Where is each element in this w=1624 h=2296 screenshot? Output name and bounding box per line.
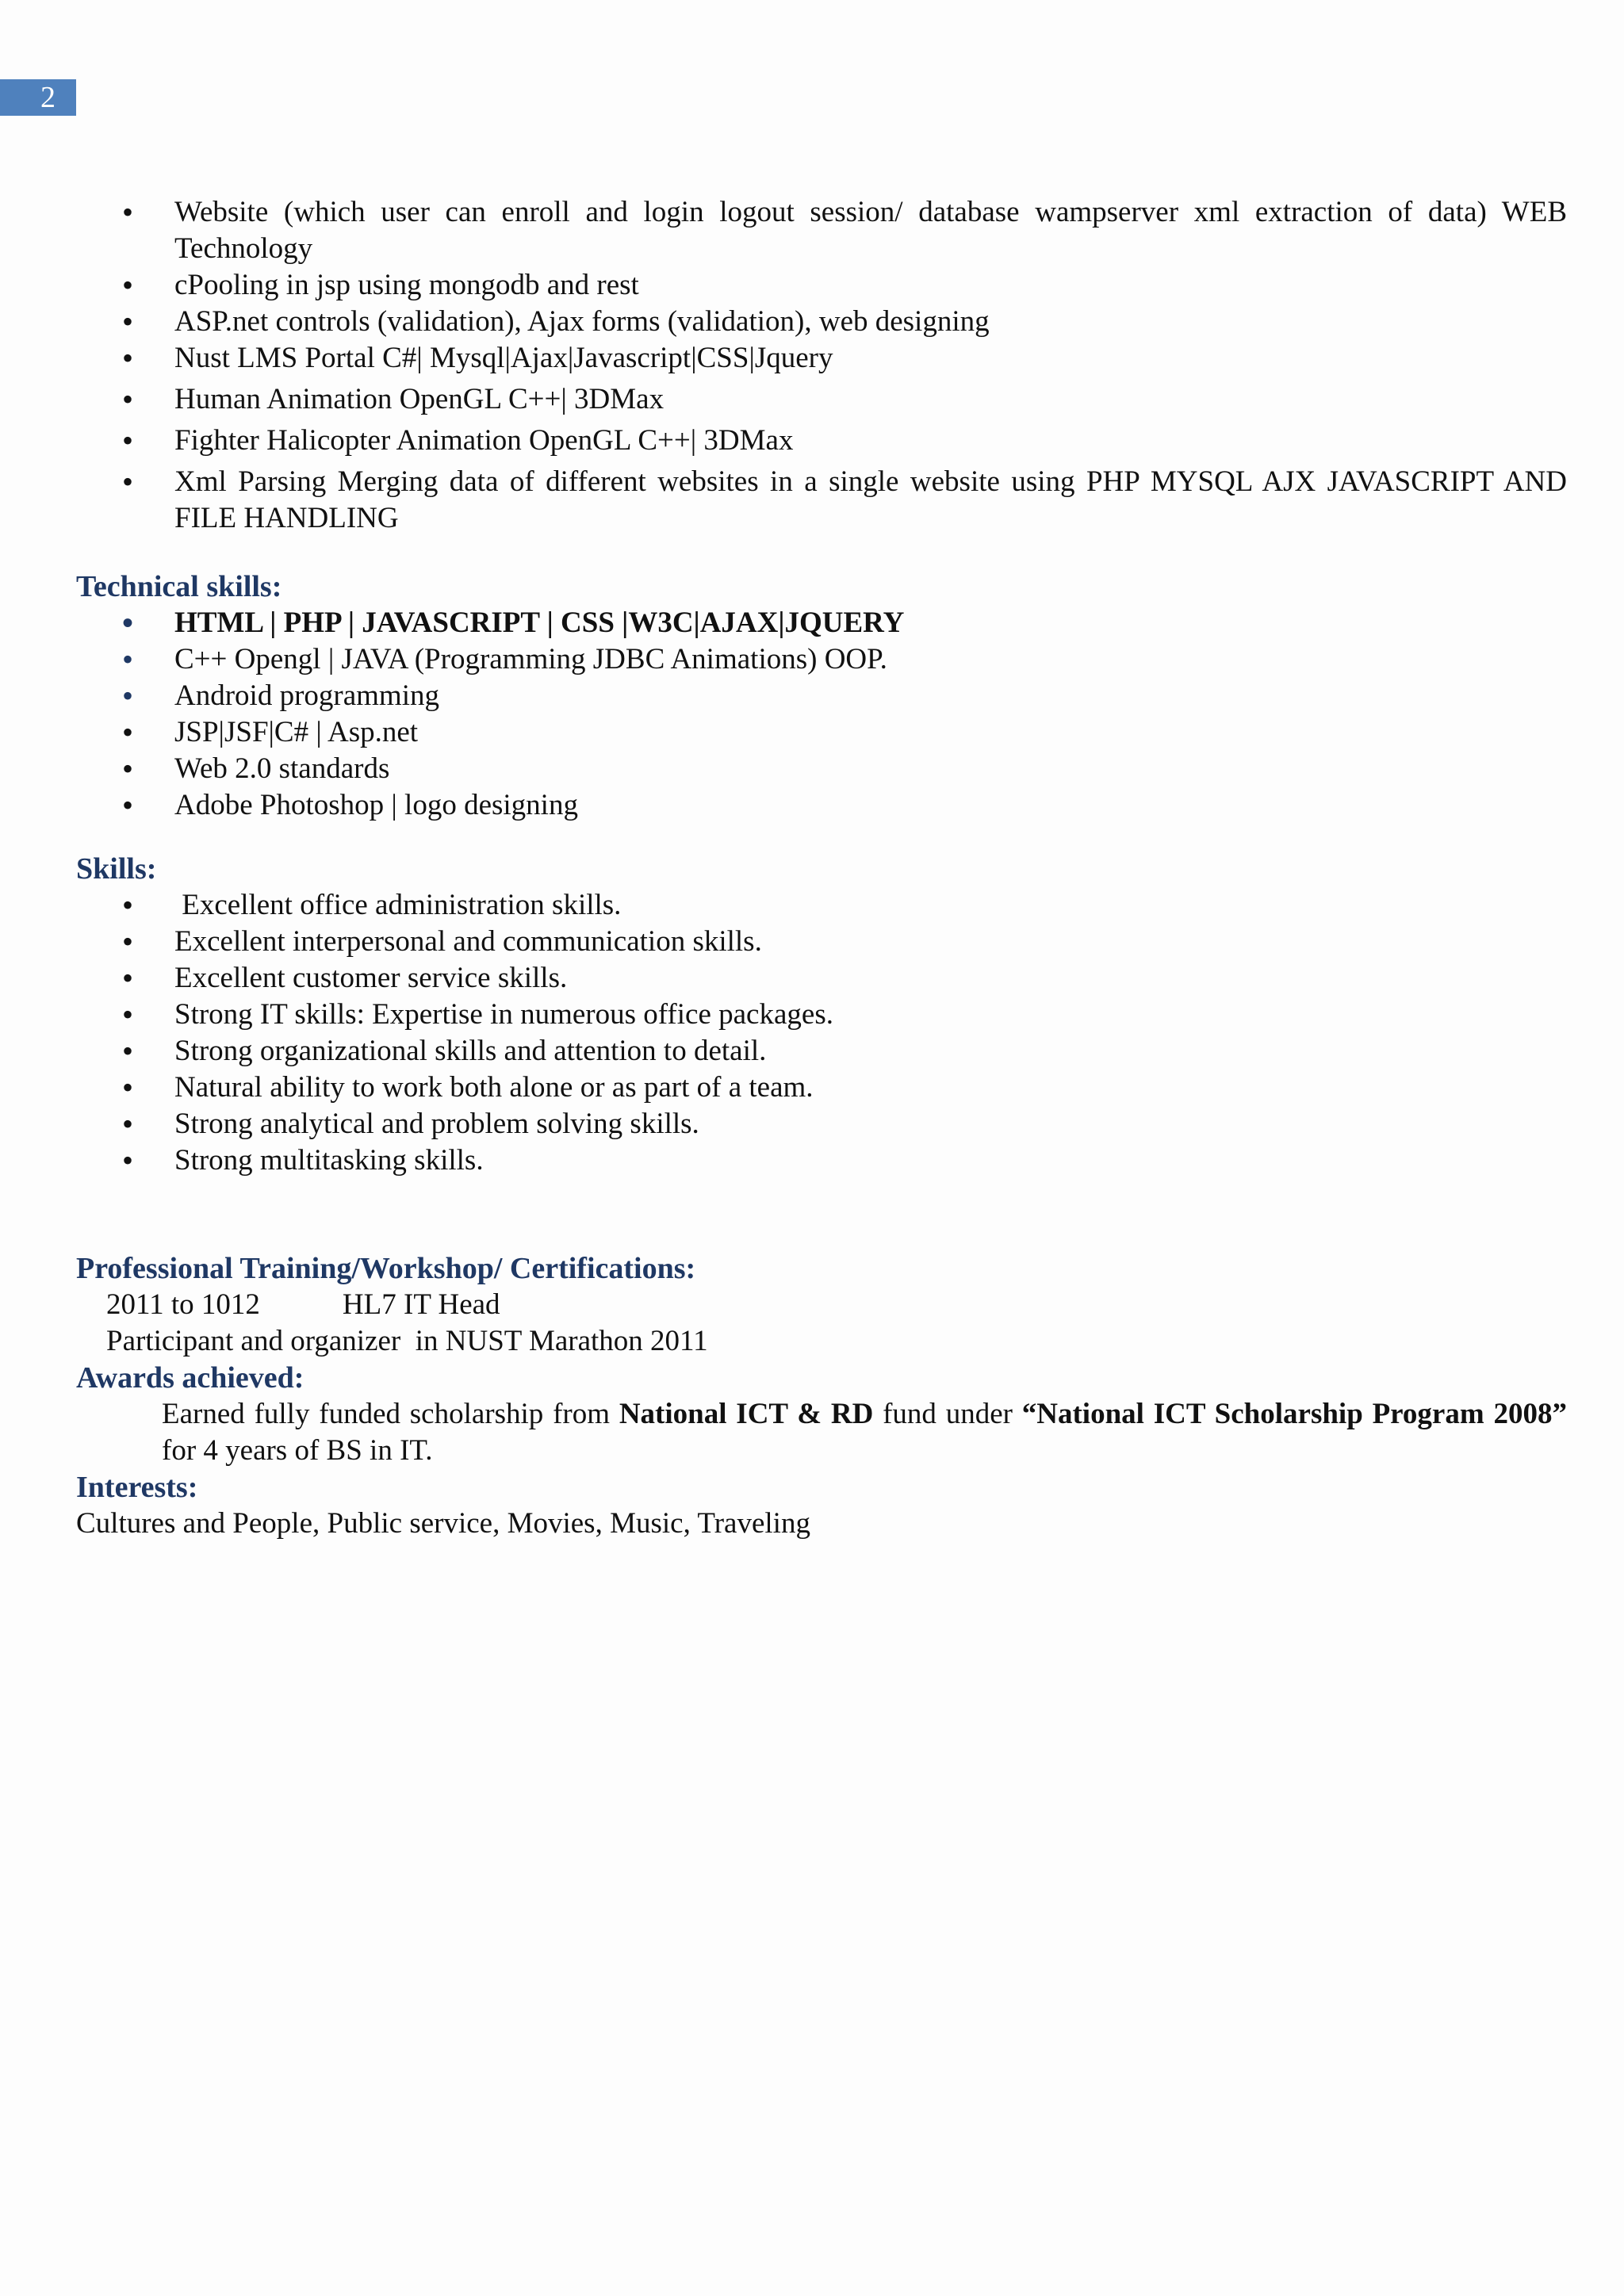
list-item: • Adobe Photoshop | logo designing	[76, 787, 1567, 824]
list-item: • Website (which user can enroll and login logout session/ database wampserver xml extraction of data) WEB Technology	[76, 194, 1567, 267]
technical-skills-heading: Technical skills:	[76, 570, 282, 603]
list-item: • Web 2.0 standards	[76, 751, 1567, 787]
list-item: • Strong organizational skills and attention to detail.	[76, 1033, 1567, 1070]
skills-list	[76, 887, 1567, 1179]
list-item: • Strong multitasking skills.	[76, 1142, 1567, 1179]
list-item: • Xml Parsing Merging data of different websites in a single website using PHP MYSQL AJX JAVASCRIPT AND FILE HANDLING	[76, 464, 1567, 537]
awards-text-part: Earned fully funded scholarship from	[162, 1398, 619, 1430]
list-item: • Natural ability to work both alone or as part of a team.	[76, 1070, 1567, 1106]
list-item: • Excellent office administration skills.	[76, 887, 1567, 924]
list-item: • C++ Opengl | JAVA (Programming JDBC Animations) OOP.	[76, 641, 1567, 678]
list-item: • cPooling in jsp using mongodb and rest	[76, 267, 1567, 304]
list-item: • Nust LMS Portal C#| Mysql|Ajax|Javascript|CSS|Jquery	[76, 340, 1567, 377]
training-period: 2011 to 1012	[106, 1288, 260, 1321]
resume-content	[76, 194, 1567, 1542]
list-item: • Android programming	[76, 678, 1567, 714]
interests-heading: Interests:	[76, 1471, 198, 1504]
list-item: • Fighter Halicopter Animation OpenGL C++| 3DMax	[76, 423, 1567, 459]
list-item: • Excellent customer service skills.	[76, 960, 1567, 997]
awards-program-name: “National ICT Scholarship Program 2008”	[1021, 1398, 1567, 1430]
training-participation: Participant and organizer in NUST Marathon 2011	[106, 1325, 708, 1357]
skills-heading: Skills:	[76, 852, 157, 886]
list-item: • Strong analytical and problem solving skills.	[76, 1106, 1567, 1142]
technical-skills-list	[76, 605, 1567, 824]
training-heading: Professional Training/Workshop/ Certifications:	[76, 1252, 696, 1285]
list-item: • ASP.net controls (validation), Ajax forms (validation), web designing	[76, 304, 1567, 340]
awards-text	[76, 1396, 1567, 1469]
awards-heading: Awards achieved:	[76, 1361, 304, 1395]
awards-text-part: fund under	[873, 1398, 1022, 1430]
list-item: • JSP|JSF|C# | Asp.net	[76, 714, 1567, 751]
page-number: 2	[0, 79, 76, 116]
interests-text: Cultures and People, Public service, Movies, Music, Traveling	[76, 1507, 810, 1540]
awards-fund-name: National ICT & RD	[619, 1398, 874, 1430]
list-item: • Strong IT skills: Expertise in numerous office packages.	[76, 997, 1567, 1033]
list-item: • Human Animation OpenGL C++| 3DMax	[76, 381, 1567, 418]
list-item: • HTML | PHP | JAVASCRIPT | CSS |W3C|AJAX|JQUERY	[76, 605, 1567, 641]
training-role: HL7 IT Head	[342, 1288, 500, 1321]
projects-list	[76, 194, 1567, 537]
list-item: • Excellent interpersonal and communication skills.	[76, 924, 1567, 960]
training-entry	[76, 1287, 1567, 1323]
awards-text-part: for 4 years of BS in IT.	[162, 1434, 433, 1467]
